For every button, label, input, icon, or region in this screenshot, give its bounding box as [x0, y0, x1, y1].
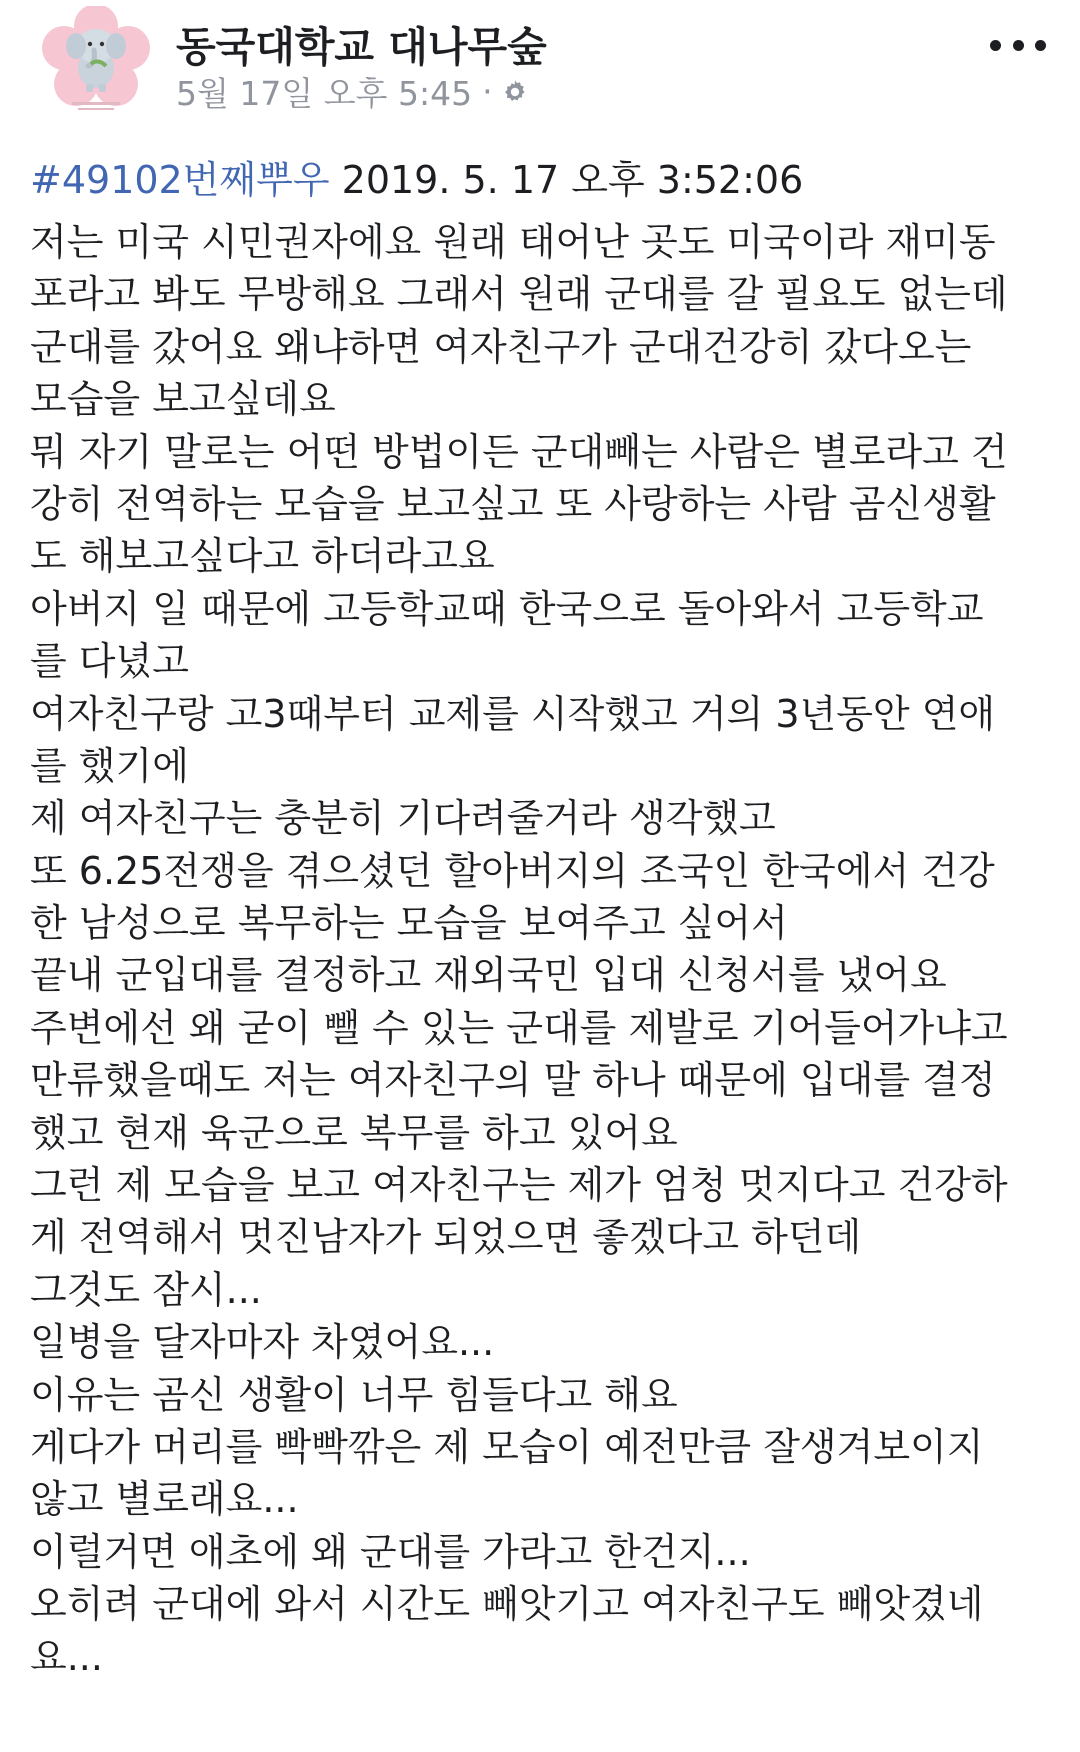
- post-line: 저는 미국 시민권자에요 원래 태어난 곳도 미국이라 재미동: [30, 220, 996, 264]
- post-line: 그것도 잠시...: [30, 1267, 262, 1312]
- post-line: 한 남성으로 복무하는 모습을 보여주고 싶어서: [30, 901, 788, 946]
- post-line: 오히려 군대에 와서 시간도 빼앗기고 여자친구도 빼앗겼네: [30, 1582, 984, 1627]
- post-line: 군대를 갔어요 왜냐하면 여자친구가 군대건강히 갔다오는: [30, 324, 972, 369]
- more-dot: [1035, 40, 1046, 51]
- post-line: 만류했을때도 저는 여자친구의 말 하나 때문에 입대를 결정: [30, 1058, 996, 1103]
- page-avatar[interactable]: [36, 6, 156, 116]
- post-line: 이럴거면 애초에 왜 군대를 가라고 한건지...: [30, 1529, 751, 1574]
- post-line: 또 6.25전쟁을 겪으셨던 할아버지의 조국인 한국에서 건강: [30, 848, 995, 893]
- post-date[interactable]: 5월 17일 오후 5:45: [176, 74, 473, 113]
- page-name[interactable]: 동국대학교 대나무숲: [176, 23, 547, 71]
- post-first-line: [30, 152, 1060, 208]
- more-dot: [990, 40, 1001, 51]
- hashtag-link[interactable]: #49102번째뿌우: [30, 158, 330, 202]
- post-line: 뭐 자기 말로는 어떤 방법이든 군대빼는 사람은 별로라고 건: [30, 429, 1008, 474]
- post-line: 끝내 군입대를 결정하고 재외국민 입대 신청서를 냈어요: [30, 953, 947, 998]
- post-line: 강히 전역하는 모습을 보고싶고 또 사랑하는 사람 곰신생활: [30, 481, 996, 526]
- meta-separator: ·: [482, 72, 493, 111]
- post-line: 요...: [30, 1634, 103, 1679]
- post-line: 일병을 달자마자 차였어요...: [30, 1320, 495, 1365]
- post-meta: [176, 68, 529, 115]
- post-line: 도 해보고싶다고 하더라고요: [30, 534, 495, 579]
- post-line: 를 다녔고: [30, 639, 189, 684]
- more-dot: [1013, 40, 1024, 51]
- post-line: 했고 현재 육군으로 복무를 하고 있어요: [30, 1110, 678, 1155]
- gear-icon[interactable]: [501, 78, 529, 106]
- post-line: 그런 제 모습을 보고 여자친구는 제가 엄청 멋지다고 건강하: [30, 1163, 1008, 1208]
- elephant-avatar-icon: [36, 6, 156, 116]
- post-line: 이유는 곰신 생활이 너무 힘들다고 해요: [30, 1372, 678, 1417]
- post-body: [30, 152, 1060, 1683]
- more-options-icon[interactable]: [990, 30, 1046, 60]
- post-line: 모습을 보고싶데요: [30, 377, 336, 422]
- post-timestamp: 2019. 5. 17 오후 3:52:06: [329, 158, 804, 202]
- post-line: 아버지 일 때문에 고등학교때 한국으로 돌아와서 고등학교: [30, 586, 984, 631]
- post-line: 제 여자친구는 충분히 기다려줄거라 생각했고: [30, 796, 776, 841]
- post-line: 게다가 머리를 빡빡깎은 제 모습이 예전만큼 잘생겨보이지: [30, 1424, 984, 1469]
- post-line: 여자친구랑 고3때부터 교제를 시작했고 거의 3년동안 연애: [30, 691, 996, 736]
- post-line: 게 전역해서 멋진남자가 되었으면 좋겠다고 하던데: [30, 1215, 862, 1260]
- post-header: [0, 0, 1080, 150]
- post-line: 않고 별로래요...: [30, 1477, 299, 1522]
- post-line: 주변에선 왜 굳이 뺄 수 있는 군대를 제발로 기어들어가냐고: [30, 1005, 1008, 1050]
- post-line: 포라고 봐도 무방해요 그래서 원래 군대를 갈 필요도 없는데: [30, 272, 1008, 317]
- post-line: 를 했기에: [30, 743, 189, 788]
